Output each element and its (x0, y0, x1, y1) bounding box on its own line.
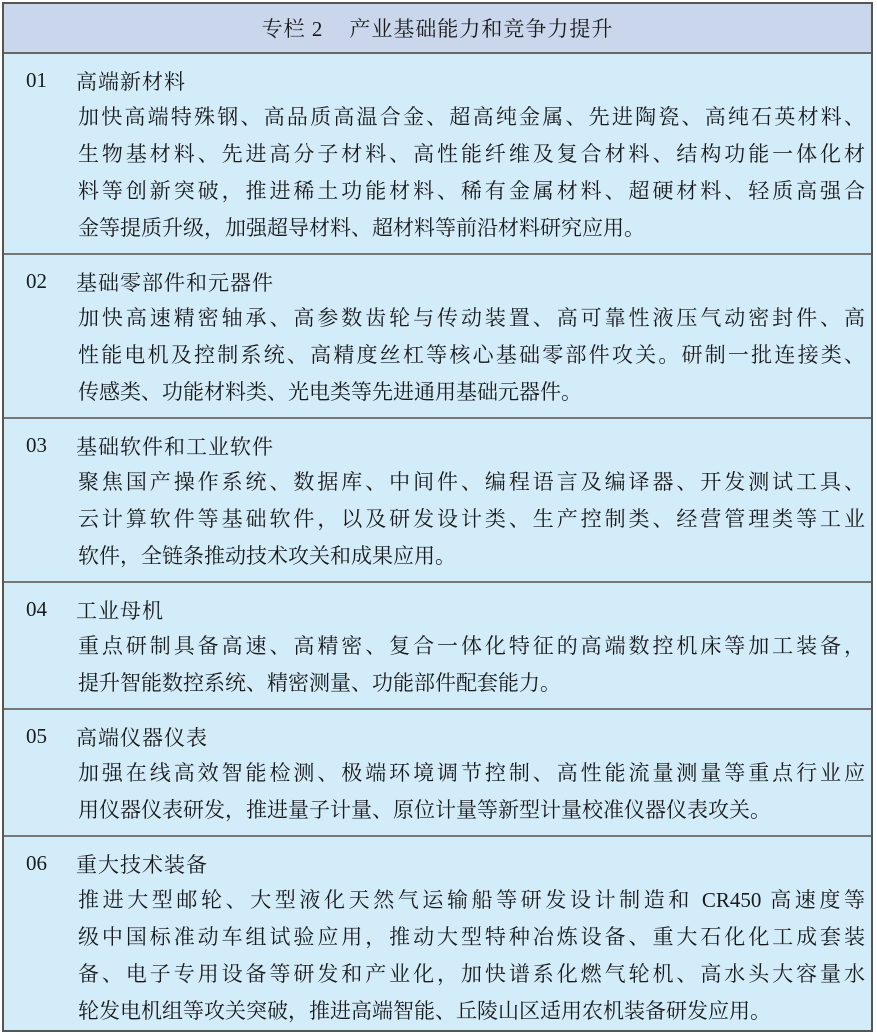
section-body (78, 628, 865, 702)
body-line: 加快高速精密轴承、高参数齿轮与传动装置、高可靠性液压气动密封件、高 (78, 306, 865, 330)
section-heading (4, 62, 871, 99)
body-line: 推进大型邮轮、大型液化天然气运输船等研发设计制造和 CR450 高速度等 (78, 888, 865, 912)
section-heading (4, 845, 871, 882)
section-01 (4, 54, 871, 255)
column-label: 专栏 2 (261, 17, 324, 41)
section-number: 02 (26, 269, 47, 293)
section-06 (4, 837, 871, 1036)
body-line: 生物基材料、先进高分子材料、高性能纤维及复合材料、结构功能一体化材 (78, 142, 865, 166)
section-03 (4, 419, 871, 583)
section-04 (4, 583, 871, 710)
column-box (2, 2, 873, 1032)
section-number: 06 (26, 851, 47, 875)
body-line: 性能电机及控制系统、高精度丝杠等核心基础零部件攻关。研制一批连接类、 (78, 343, 865, 367)
section-heading (4, 427, 871, 464)
body-line: 重点研制具备高速、高精密、复合一体化特征的高端数控机床等加工装备， (78, 634, 865, 658)
column-title: 产业基础能力和竞争力提升 (349, 17, 614, 41)
section-02 (4, 255, 871, 419)
body-line: 软件，全链条推动技术攻关和成果应用。 (78, 544, 456, 568)
section-number: 03 (26, 433, 47, 457)
body-line: 传感类、功能材料类、光电类等先进通用基础元器件。 (78, 380, 582, 404)
body-line: 料等创新突破，推进稀土功能材料、稀有金属材料、超硬材料、轻质高强合 (78, 179, 865, 203)
section-body (78, 882, 865, 1030)
section-heading (4, 591, 871, 628)
column-header (4, 4, 871, 54)
section-title: 基础零部件和元器件 (76, 270, 274, 295)
body-line: 加强在线高效智能检测、极端环境调节控制、高性能流量测量等重点行业应 (78, 761, 865, 785)
section-body (78, 300, 865, 411)
section-body (78, 755, 865, 829)
section-title: 高端仪器仪表 (76, 725, 208, 750)
section-heading (4, 718, 871, 755)
section-title: 重大技术装备 (76, 852, 208, 877)
section-title: 高端新材料 (76, 69, 186, 94)
body-line: 金等提质升级，加强超导材料、超材料等前沿材料研究应用。 (78, 216, 645, 240)
section-heading (4, 263, 871, 300)
section-title: 工业母机 (76, 598, 164, 623)
section-body (78, 464, 865, 575)
body-line: 备、电子专用设备等研发和产业化，加快谱系化燃气轮机、高水头大容量水 (78, 962, 865, 986)
body-line: 加快高端特殊钢、高品质高温合金、超高纯金属、先进陶瓷、高纯石英材料、 (78, 105, 865, 129)
section-title: 基础软件和工业软件 (76, 434, 274, 459)
section-number: 01 (26, 68, 47, 92)
section-body (78, 99, 865, 247)
body-line: 聚焦国产操作系统、数据库、中间件、编程语言及编译器、开发测试工具、 (78, 470, 865, 494)
body-line: 用仪器仪表研发，推进量子计量、原位计量等新型计量校准仪器仪表攻关。 (78, 798, 771, 822)
body-line: 级中国标准动车组试验应用，推动大型特种冶炼设备、重大石化化工成套装 (78, 925, 865, 949)
body-line: 提升智能数控系统、精密测量、功能部件配套能力。 (78, 671, 561, 695)
body-line: 轮发电机组等攻关突破，推进高端智能、丘陵山区适用农机装备研发应用。 (78, 999, 771, 1023)
section-number: 04 (26, 597, 47, 621)
body-line: 云计算软件等基础软件，以及研发设计类、生产控制类、经营管理类等工业 (78, 507, 865, 531)
section-05 (4, 710, 871, 837)
section-number: 05 (26, 724, 47, 748)
